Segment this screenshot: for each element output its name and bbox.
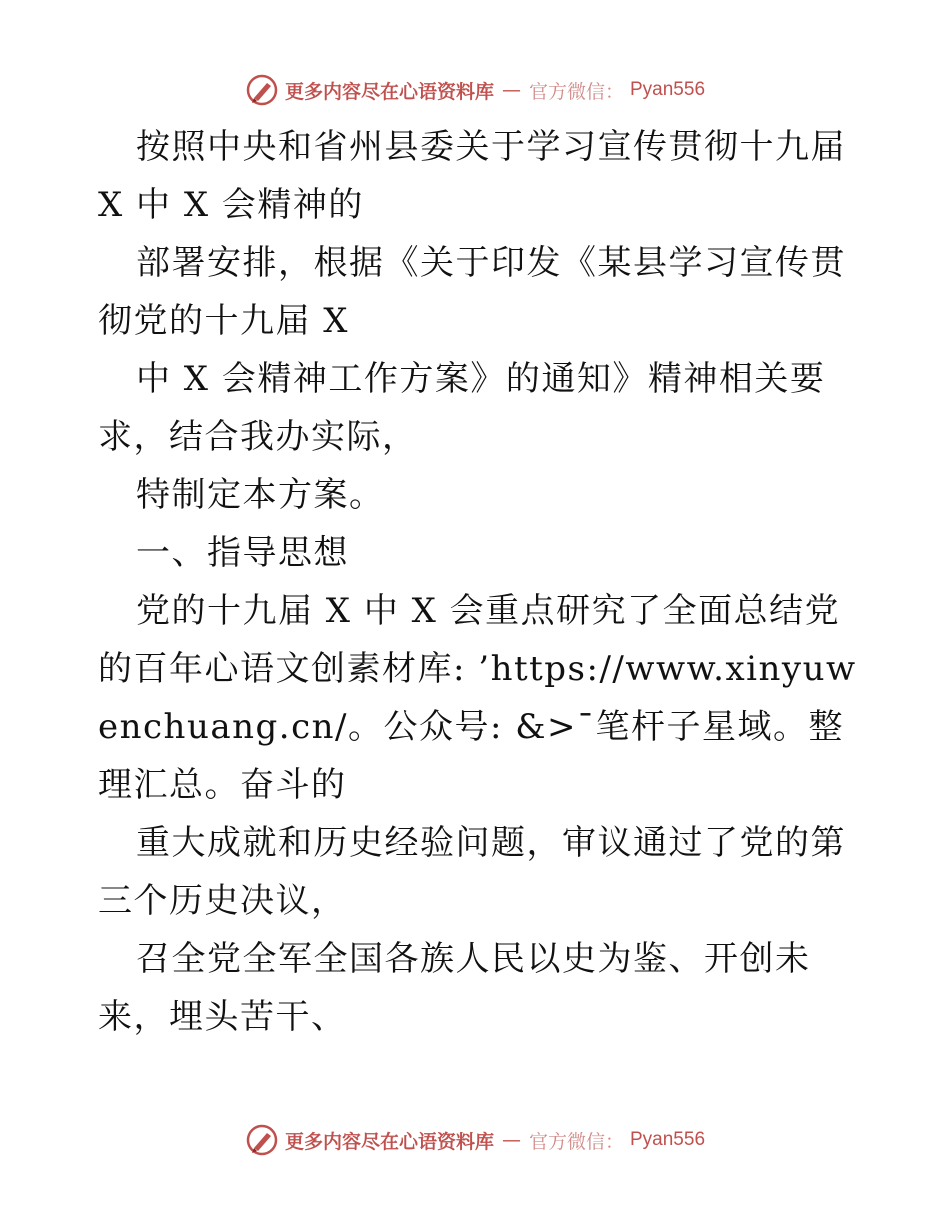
- document-body: [98, 118, 858, 1046]
- paragraph-2: 部署安排，根据《关于印发《某县学习宣传贯彻党的十九届 X: [98, 243, 846, 341]
- paragraph-7: 召全党全军全国各族人民以史为鉴、开创未来，埋头苦干、: [98, 939, 811, 1037]
- pen-logo-icon: [245, 73, 279, 107]
- header-wechat-label: 官方微信：: [528, 80, 624, 103]
- header-banner-dash: —: [501, 79, 521, 101]
- footer-wechat-label: 官方微信：: [528, 1130, 624, 1153]
- footer-banner-dash: —: [501, 1129, 521, 1151]
- header-wechat-id: Pyan556: [630, 79, 706, 100]
- header-banner-text: 更多内容尽在心语资料库: [284, 80, 494, 103]
- footer-wechat-id: Pyan556: [630, 1129, 706, 1150]
- paragraph-5: 党的十九届 X 中 X 会重点研究了全面总结党的百年心语文创素材库: ’https://www.xinyuwenchuang.cn/。公众号: &>¯笔杆子星域。整理汇总。奋斗的: [98, 591, 857, 805]
- paragraph-1: 按照中央和省州县委关于学习宣传贯彻十九届 X 中 X 会精神的: [98, 127, 846, 225]
- paragraph-6: 重大成就和历史经验问题，审议通过了党的第三个历史决议，: [98, 823, 846, 921]
- footer-banner: [0, 1122, 950, 1158]
- pen-logo-icon: [245, 1123, 279, 1157]
- paragraph-3: 中 X 会精神工作方案》的通知》精神相关要求，结合我办实际，: [98, 359, 826, 457]
- paragraph-4: 特制定本方案。: [136, 475, 385, 515]
- header-banner: [0, 72, 950, 108]
- footer-banner-text: 更多内容尽在心语资料库: [284, 1130, 494, 1153]
- section-heading: 一、指导思想: [136, 533, 349, 573]
